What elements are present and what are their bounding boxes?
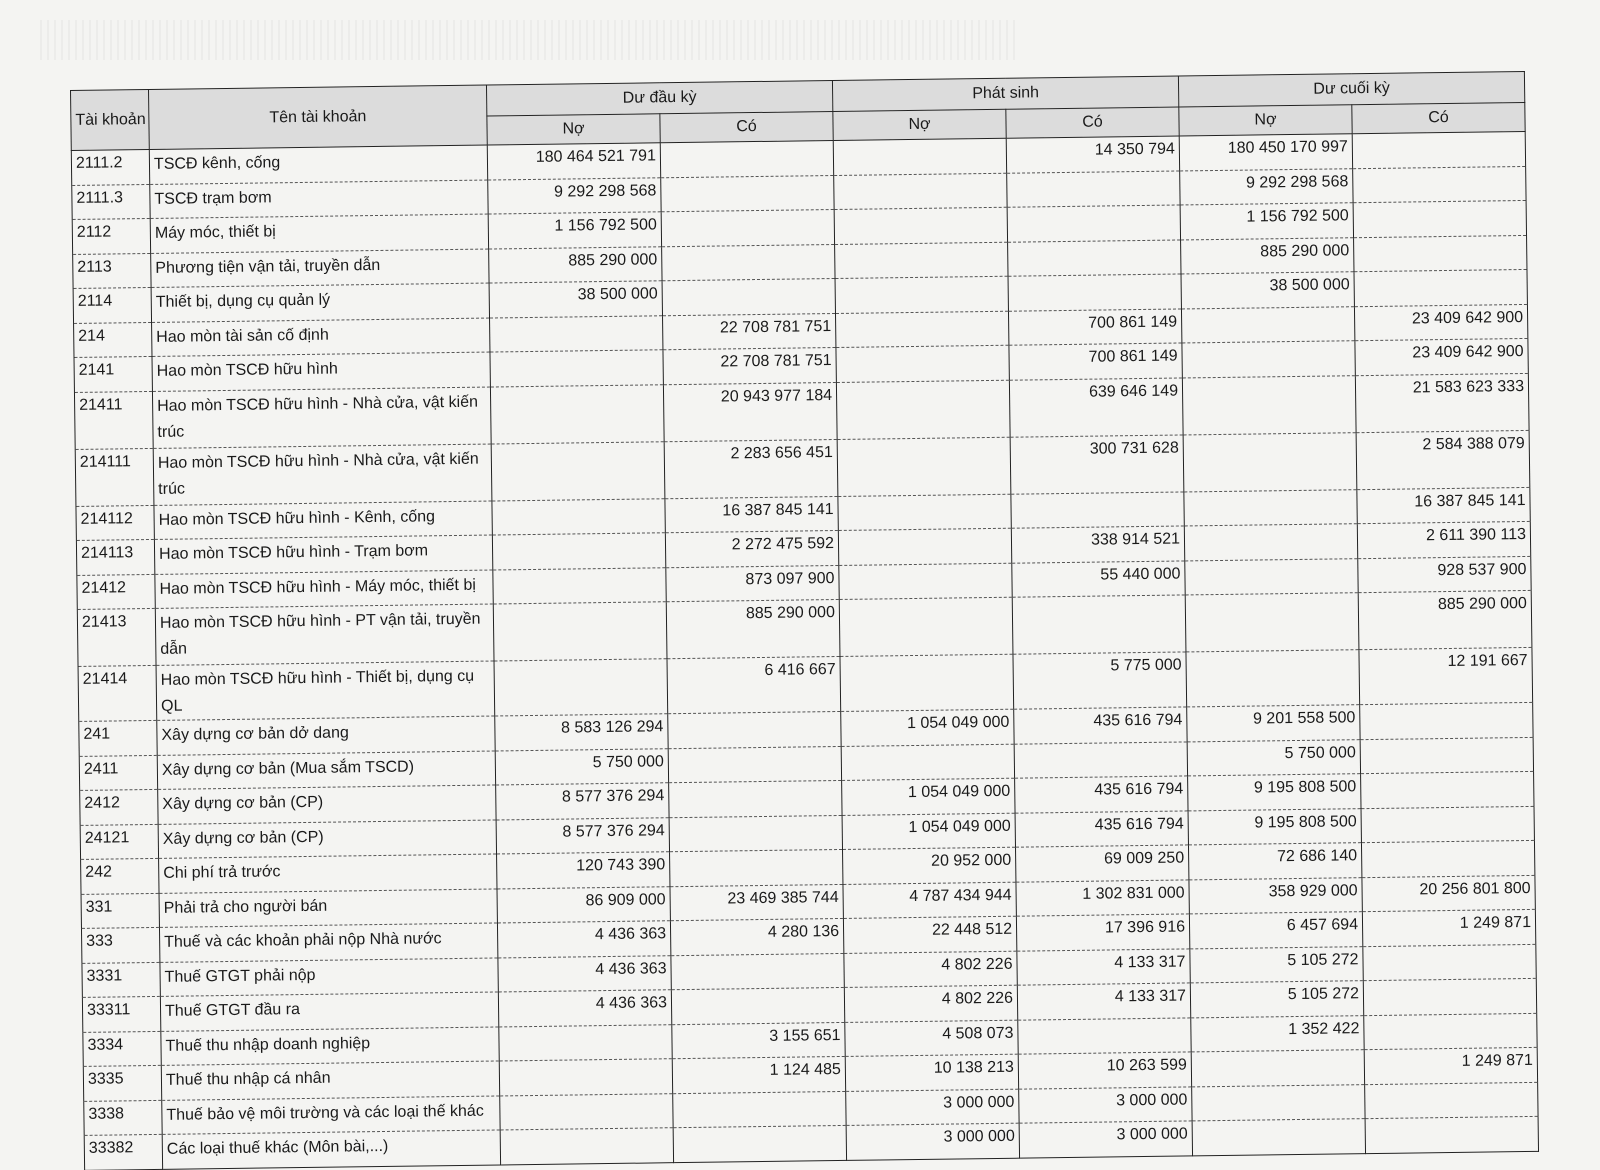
account-code-cell: 33311: [82, 996, 160, 1032]
opening-credit-cell: 22 708 781 751: [662, 313, 835, 350]
movement-debit-cell: [841, 744, 1014, 781]
opening-debit-cell: 8 577 376 294: [496, 783, 669, 820]
account-name-cell: Xây dựng cơ bản (Mua sắm TSCD): [157, 750, 495, 789]
header-account-name: Tên tài khoản: [148, 85, 487, 149]
account-code-cell: 3331: [82, 962, 160, 998]
movement-credit-cell: 4 133 317: [1017, 983, 1190, 1020]
account-code-cell: 2113: [73, 253, 151, 289]
account-code-cell: 21412: [77, 574, 155, 610]
movement-debit-cell: [840, 654, 1014, 711]
closing-debit-cell: [1186, 650, 1360, 707]
closing-debit-cell: 38 500 000: [1181, 272, 1354, 309]
movement-debit-cell: [837, 437, 1011, 496]
opening-debit-cell: [500, 1128, 673, 1165]
account-code-cell: 21413: [77, 608, 156, 666]
movement-debit-cell: 1 054 049 000: [842, 778, 1015, 815]
ledger-sheet: [70, 71, 1539, 1170]
opening-credit-cell: [662, 244, 835, 281]
opening-debit-cell: [494, 659, 668, 716]
account-name-cell: Hao mòn TSCĐ hữu hình - PT vận tải, truyền dẫn: [155, 604, 494, 665]
ledger-body: [71, 131, 1538, 1169]
movement-credit-cell: 17 396 916: [1016, 914, 1189, 951]
movement-credit-cell: 14 350 794: [1006, 136, 1179, 173]
account-name-cell: Máy móc, thiết bị: [150, 214, 488, 253]
opening-credit-cell: [669, 780, 842, 817]
closing-debit-cell: 6 457 694: [1189, 912, 1362, 949]
account-name-cell: Xây dựng cơ bản dở dang: [157, 716, 495, 755]
opening-debit-cell: 9 292 298 568: [488, 177, 661, 214]
closing-debit-cell: 9 195 808 500: [1188, 808, 1361, 845]
closing-credit-cell: [1360, 702, 1533, 739]
movement-credit-cell: 10 263 599: [1018, 1052, 1191, 1089]
account-name-cell: Thuế thu nhập cá nhân: [161, 1061, 499, 1100]
account-name-cell: Hao mòn TSCĐ hữu hình - Thiết bị, dụng cụ QL: [156, 661, 495, 720]
opening-credit-cell: [673, 1091, 846, 1128]
header-opening-balance: Dư đầu kỳ: [486, 81, 832, 117]
closing-debit-cell: 1 352 422: [1191, 1015, 1364, 1052]
closing-credit-cell: [1354, 235, 1527, 272]
movement-debit-cell: [833, 138, 1006, 175]
movement-debit-cell: [835, 276, 1008, 313]
opening-credit-cell: 22 708 781 751: [663, 347, 836, 384]
account-code-cell: 2114: [73, 287, 151, 323]
account-name-cell: Hao mòn TSCĐ hữu hình: [152, 352, 490, 391]
closing-debit-cell: 9 195 808 500: [1188, 774, 1361, 811]
scan-artifact: [40, 20, 1020, 60]
closing-credit-cell: 2 584 388 079: [1356, 430, 1530, 489]
closing-debit-cell: [1192, 1119, 1365, 1156]
account-code-cell: 214: [74, 322, 152, 358]
opening-debit-cell: 8 583 126 294: [495, 714, 668, 751]
movement-credit-cell: [1007, 205, 1180, 242]
movement-debit-cell: 4 787 434 944: [843, 882, 1016, 919]
movement-debit-cell: [834, 207, 1007, 244]
opening-credit-cell: [668, 746, 841, 783]
movement-credit-cell: 300 731 628: [1010, 434, 1184, 493]
closing-credit-cell: [1361, 840, 1534, 877]
account-code-cell: 21411: [74, 391, 153, 449]
movement-credit-cell: 700 861 149: [1008, 308, 1181, 345]
opening-debit-cell: [492, 498, 665, 535]
movement-credit-cell: [1014, 741, 1187, 778]
account-name-cell: Hao mòn TSCĐ hữu hình - Máy móc, thiết bị: [155, 570, 493, 609]
movement-debit-cell: [836, 345, 1009, 382]
account-code-cell: 2412: [80, 789, 158, 825]
closing-debit-cell: 72 686 140: [1188, 843, 1361, 880]
account-name-cell: Xây dựng cơ bản (CP): [158, 819, 496, 858]
opening-debit-cell: [492, 533, 665, 570]
account-code-cell: 3334: [83, 1031, 161, 1067]
opening-credit-cell: 2 272 475 592: [665, 530, 838, 567]
account-code-cell: 2112: [72, 218, 150, 254]
opening-debit-cell: 4 436 363: [498, 990, 671, 1027]
header-movement-debit: Nợ: [833, 109, 1006, 140]
movement-credit-cell: 69 009 250: [1016, 845, 1189, 882]
opening-debit-cell: [499, 1024, 672, 1061]
account-name-cell: Hao mòn TSCĐ hữu hình - Nhà cửa, vật kiến trúc: [153, 444, 492, 505]
closing-debit-cell: [1182, 341, 1355, 378]
account-name-cell: Thuế GTGT đầu ra: [160, 992, 498, 1031]
trial-balance-table: [70, 71, 1539, 1170]
closing-debit-cell: [1184, 489, 1357, 526]
header-closing-balance: Dư cuối kỳ: [1178, 71, 1524, 107]
closing-debit-cell: 180 450 170 997: [1179, 134, 1352, 171]
closing-credit-cell: 1 249 871: [1364, 1047, 1537, 1084]
closing-credit-cell: [1365, 1116, 1538, 1153]
movement-credit-cell: 700 861 149: [1009, 343, 1182, 380]
account-name-cell: Phương tiện vận tải, truyền dẫn: [151, 249, 489, 288]
opening-credit-cell: [661, 175, 834, 212]
movement-credit-cell: [1018, 1017, 1191, 1054]
account-code-cell: 242: [81, 858, 159, 894]
movement-credit-cell: 435 616 794: [1015, 776, 1188, 813]
account-code-cell: 214113: [76, 539, 154, 575]
movement-debit-cell: [839, 597, 1013, 656]
movement-debit-cell: 1 054 049 000: [842, 813, 1015, 850]
closing-credit-cell: 928 537 900: [1358, 556, 1531, 593]
account-name-cell: Hao mòn tài sản cố định: [152, 318, 490, 357]
closing-debit-cell: [1184, 524, 1357, 561]
header-movement: Phát sinh: [832, 76, 1178, 112]
opening-credit-cell: [661, 210, 834, 247]
closing-credit-cell: 21 583 623 333: [1355, 373, 1529, 432]
opening-credit-cell: [671, 987, 844, 1024]
closing-debit-cell: 9 201 558 500: [1187, 705, 1360, 742]
opening-credit-cell: [669, 815, 842, 852]
closing-debit-cell: 5 750 000: [1187, 739, 1360, 776]
account-code-cell: 24121: [80, 824, 158, 860]
closing-debit-cell: [1181, 306, 1354, 343]
account-code-cell: 21414: [78, 665, 157, 721]
movement-credit-cell: [1008, 239, 1181, 276]
opening-credit-cell: [662, 279, 835, 316]
closing-debit-cell: [1185, 593, 1359, 652]
account-name-cell: Thiết bị, dụng cụ quản lý: [151, 283, 489, 322]
movement-credit-cell: 55 440 000: [1012, 560, 1185, 597]
movement-credit-cell: 3 000 000: [1019, 1121, 1192, 1158]
opening-credit-cell: [668, 711, 841, 748]
opening-debit-cell: 885 290 000: [489, 246, 662, 283]
opening-credit-cell: 2 283 656 451: [664, 439, 838, 498]
account-code-cell: 2411: [79, 755, 157, 791]
movement-debit-cell: [836, 380, 1010, 439]
closing-credit-cell: [1364, 1013, 1537, 1050]
account-name-cell: TSCĐ kênh, cống: [149, 145, 487, 184]
header-closing-debit: Nợ: [1179, 105, 1352, 136]
movement-debit-cell: 4 802 226: [844, 951, 1017, 988]
opening-debit-cell: [491, 441, 665, 500]
closing-credit-cell: [1352, 131, 1525, 168]
movement-credit-cell: [1007, 170, 1180, 207]
account-name-cell: TSCĐ trạm bơm: [150, 180, 488, 219]
opening-debit-cell: [500, 1093, 673, 1130]
opening-credit-cell: 885 290 000: [666, 599, 840, 658]
closing-debit-cell: 358 929 000: [1189, 877, 1362, 914]
opening-debit-cell: 1 156 792 500: [488, 212, 661, 249]
movement-credit-cell: 5 775 000: [1013, 652, 1187, 709]
header-account: Tài khoản: [71, 89, 150, 150]
closing-credit-cell: [1363, 978, 1536, 1015]
movement-credit-cell: 1 302 831 000: [1016, 879, 1189, 916]
opening-debit-cell: [490, 350, 663, 387]
opening-debit-cell: 86 909 000: [497, 886, 670, 923]
closing-debit-cell: 885 290 000: [1181, 237, 1354, 274]
movement-credit-cell: 338 914 521: [1011, 526, 1184, 563]
movement-debit-cell: 4 508 073: [845, 1020, 1018, 1057]
closing-debit-cell: 5 105 272: [1190, 981, 1363, 1018]
closing-credit-cell: [1361, 771, 1534, 808]
account-name-cell: Thuế bảo vệ môi trường và các loại thế khác: [162, 1095, 500, 1134]
movement-debit-cell: 10 138 213: [845, 1054, 1018, 1091]
closing-debit-cell: [1191, 1050, 1364, 1087]
account-code-cell: 3338: [84, 1100, 162, 1136]
opening-debit-cell: 4 436 363: [498, 955, 671, 992]
header-movement-credit: Có: [1006, 107, 1179, 138]
opening-credit-cell: [660, 141, 833, 178]
closing-credit-cell: [1354, 269, 1527, 306]
opening-credit-cell: 4 280 136: [670, 918, 843, 955]
opening-debit-cell: [493, 602, 667, 661]
opening-debit-cell: 8 577 376 294: [496, 817, 669, 854]
closing-credit-cell: 23 409 642 900: [1355, 338, 1528, 375]
account-code-cell: 2141: [74, 356, 152, 392]
closing-credit-cell: 12 191 667: [1359, 647, 1533, 704]
opening-credit-cell: 873 097 900: [666, 565, 839, 602]
account-code-cell: 2111.2: [71, 149, 149, 185]
opening-credit-cell: 20 943 977 184: [663, 382, 837, 441]
opening-debit-cell: 5 750 000: [495, 748, 668, 785]
account-name-cell: Phải trả cho người bán: [159, 888, 497, 927]
account-name-cell: Hao mòn TSCĐ hữu hình - Kênh, cống: [154, 501, 492, 540]
header-opening-debit: Nợ: [487, 114, 660, 145]
movement-credit-cell: [1011, 491, 1184, 528]
closing-credit-cell: 20 256 801 800: [1362, 875, 1535, 912]
closing-debit-cell: [1185, 558, 1358, 595]
header-opening-credit: Có: [660, 112, 833, 143]
opening-debit-cell: 4 436 363: [497, 921, 670, 958]
closing-credit-cell: [1363, 944, 1536, 981]
closing-credit-cell: 1 249 871: [1362, 909, 1535, 946]
closing-credit-cell: 885 290 000: [1358, 590, 1532, 649]
opening-credit-cell: 23 469 385 744: [670, 884, 843, 921]
closing-debit-cell: [1183, 432, 1357, 491]
opening-credit-cell: [671, 953, 844, 990]
closing-credit-cell: [1365, 1082, 1538, 1119]
movement-debit-cell: [838, 528, 1011, 565]
header-closing-credit: Có: [1352, 102, 1525, 133]
opening-debit-cell: [490, 384, 664, 443]
opening-debit-cell: 38 500 000: [489, 281, 662, 318]
opening-debit-cell: 180 464 521 791: [487, 143, 660, 180]
opening-credit-cell: 16 387 845 141: [665, 496, 838, 533]
closing-debit-cell: 1 156 792 500: [1180, 203, 1353, 240]
account-name-cell: Thuế và các khoản phải nộp Nhà nước: [159, 923, 497, 962]
opening-credit-cell: [670, 849, 843, 886]
account-name-cell: Xây dựng cơ bản (CP): [158, 785, 496, 824]
closing-debit-cell: [1182, 375, 1356, 434]
movement-credit-cell: 3 000 000: [1019, 1086, 1192, 1123]
account-name-cell: Hao mòn TSCĐ hữu hình - Trạm bơm: [154, 535, 492, 574]
movement-debit-cell: 22 448 512: [843, 916, 1016, 953]
account-name-cell: Chi phí trả trước: [159, 854, 497, 893]
account-code-cell: 241: [79, 720, 157, 756]
opening-credit-cell: [673, 1125, 846, 1162]
account-code-cell: 214112: [76, 505, 154, 541]
closing-debit-cell: 5 105 272: [1190, 946, 1363, 983]
closing-credit-cell: [1361, 806, 1534, 843]
account-name-cell: Thuế GTGT phải nộp: [160, 957, 498, 996]
closing-credit-cell: 2 611 390 113: [1357, 521, 1530, 558]
movement-debit-cell: 4 802 226: [844, 985, 1017, 1022]
movement-debit-cell: [835, 242, 1008, 279]
account-name-cell: Thuế thu nhập doanh nghiệp: [161, 1026, 499, 1065]
movement-debit-cell: [836, 311, 1009, 348]
account-code-cell: 3335: [83, 1065, 161, 1101]
opening-debit-cell: 120 743 390: [497, 852, 670, 889]
movement-credit-cell: [1008, 274, 1181, 311]
opening-debit-cell: [490, 315, 663, 352]
movement-debit-cell: [839, 563, 1012, 600]
opening-debit-cell: [499, 1059, 672, 1096]
account-code-cell: 2111.3: [72, 184, 150, 220]
movement-debit-cell: 3 000 000: [846, 1123, 1019, 1160]
closing-debit-cell: 9 292 298 568: [1180, 168, 1353, 205]
movement-debit-cell: 3 000 000: [846, 1089, 1019, 1126]
movement-debit-cell: 20 952 000: [843, 847, 1016, 884]
closing-credit-cell: [1353, 200, 1526, 237]
closing-credit-cell: [1360, 737, 1533, 774]
closing-debit-cell: [1192, 1084, 1365, 1121]
opening-credit-cell: 1 124 485: [672, 1056, 845, 1093]
closing-credit-cell: 16 387 845 141: [1357, 487, 1530, 524]
movement-credit-cell: 435 616 794: [1014, 707, 1187, 744]
closing-credit-cell: [1353, 166, 1526, 203]
account-name-cell: Các loại thuế khác (Môn bài,...): [162, 1130, 500, 1169]
movement-credit-cell: 435 616 794: [1015, 810, 1188, 847]
movement-debit-cell: [838, 494, 1011, 531]
movement-credit-cell: 639 646 149: [1009, 377, 1183, 436]
account-code-cell: 331: [81, 893, 159, 929]
account-code-cell: 214111: [75, 448, 154, 506]
account-name-cell: Hao mòn TSCĐ hữu hình - Nhà cửa, vật kiến trúc: [152, 387, 491, 448]
opening-credit-cell: 3 155 651: [672, 1022, 845, 1059]
account-code-cell: 333: [81, 927, 159, 963]
closing-credit-cell: 23 409 642 900: [1354, 304, 1527, 341]
movement-debit-cell: 1 054 049 000: [841, 709, 1014, 746]
opening-credit-cell: 6 416 667: [667, 656, 841, 713]
movement-credit-cell: [1012, 595, 1186, 654]
opening-debit-cell: [493, 567, 666, 604]
movement-credit-cell: 4 133 317: [1017, 948, 1190, 985]
account-code-cell: 33382: [84, 1134, 162, 1170]
movement-debit-cell: [834, 173, 1007, 210]
